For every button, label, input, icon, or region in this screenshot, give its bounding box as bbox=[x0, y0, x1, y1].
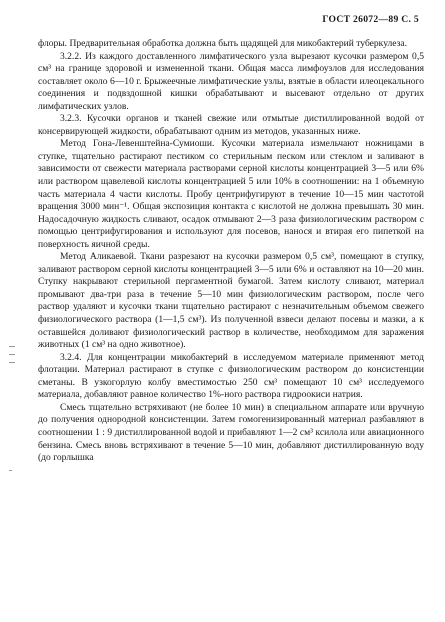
document-body bbox=[38, 38, 424, 465]
paragraph: Метод Аликаевой. Ткани разрезают на кусочки размером 0,5 см³, помещают в ступку, заливают раствором серной кислоты концентрацией 3—5 или 6% и оставляют на 10—20 мин. Ступку накрывают стерильной пергаментной бумагой. Затем кислоту сливают, материал промывают два-три раза в течение 5—10 мин физиологическим раствором, после чего раствор удаляют и кусочки ткани тщательно растирают с незначительным объемом свежего физиологического раствора (1—1,5 см³). Из полученной взвеси делают посевы и мазки, а к оставшейся доливают физиологический раствор в количестве, необходимом для заражения животных (1 см³ на одно животное). bbox=[38, 251, 424, 351]
paragraph: Метод Гона-Левенштейна-Сумиоши. Кусочки материала измельчают ножницами в ступке, тщательно растирают пестиком со стерильным песком или стеклом и заливают в зависимости от свежести материала растворами серной кислоты концентрацией 3—5 или 6% или раствором щавелевой кислоты концентрацией 5 или 10% в соотношении: на 1 объемную часть материала 4 части кислоты. Пробу центрифугируют в течение 10—15 мин частотой вращения 3000 мин⁻¹. Общая экспозиция контакта с кислотой не должна превышать 30 мин. Надосадочную жидкость сливают, осадок отмывают 2—3 раза физиологическим раствором с помощью центрифугирования и используют для посевов, нанося и втирая его пипеткой на поверхность яичной среды. bbox=[38, 138, 424, 250]
page-header: ГОСТ 26072—89 С. 5 bbox=[322, 14, 419, 25]
margin-mark bbox=[9, 470, 12, 471]
margin-mark bbox=[9, 362, 15, 363]
paragraph: флоры. Предварительная обработка должна быть щадящей для микобактерий туберкулеза. bbox=[38, 38, 408, 49]
margin-mark bbox=[9, 354, 15, 355]
paragraph: 3.2.2. Из каждого доставленного лимфатического узла вырезают кусочки размером 0,5 см³ на границе здоровой и измененной ткани. Общая масса лимфоузлов для исследования составляет около 6—10 г. Брыжеечные лимфатические узлы, взятые в области илеоцекального соединения и подвздошной кишки обрабатывают и высевают отдельно от других лимфатических узлов. bbox=[38, 50, 424, 112]
paragraph: Смесь тщательно встряхивают (не более 10 мин) в специальном аппарате или вручную до получения однородной консистенции. Затем гомогенизированный материал разбавляют в соотношении 1 : 9 дистиллированной водой и прибавляют 1—2 см³ ксилола или авиационного бензина. Смесь вновь встряхивают в течение 5—10 мин, добавляют дистиллированную воду (до горлышка bbox=[38, 401, 424, 464]
paragraph: 3.2.3. Кусочки органов и тканей свежие или отмытые дистиллированной водой от консервирующей жидкости, обрабатывают одним из методов, указанных ниже. bbox=[38, 113, 424, 137]
margin-mark bbox=[9, 346, 15, 347]
paragraph: 3.2.4. Для концентрации микобактерий в исследуемом материале применяют метод флотации. Материал растирают в ступке с физиологическим раствором до консистенции сметаны. В узкогорлую колбу вместимостью 250 см³ помещают 10 см³ исследуемого материала, добавляют равное количество 1%-ного раствора гидроокиси натрия. bbox=[38, 351, 424, 401]
